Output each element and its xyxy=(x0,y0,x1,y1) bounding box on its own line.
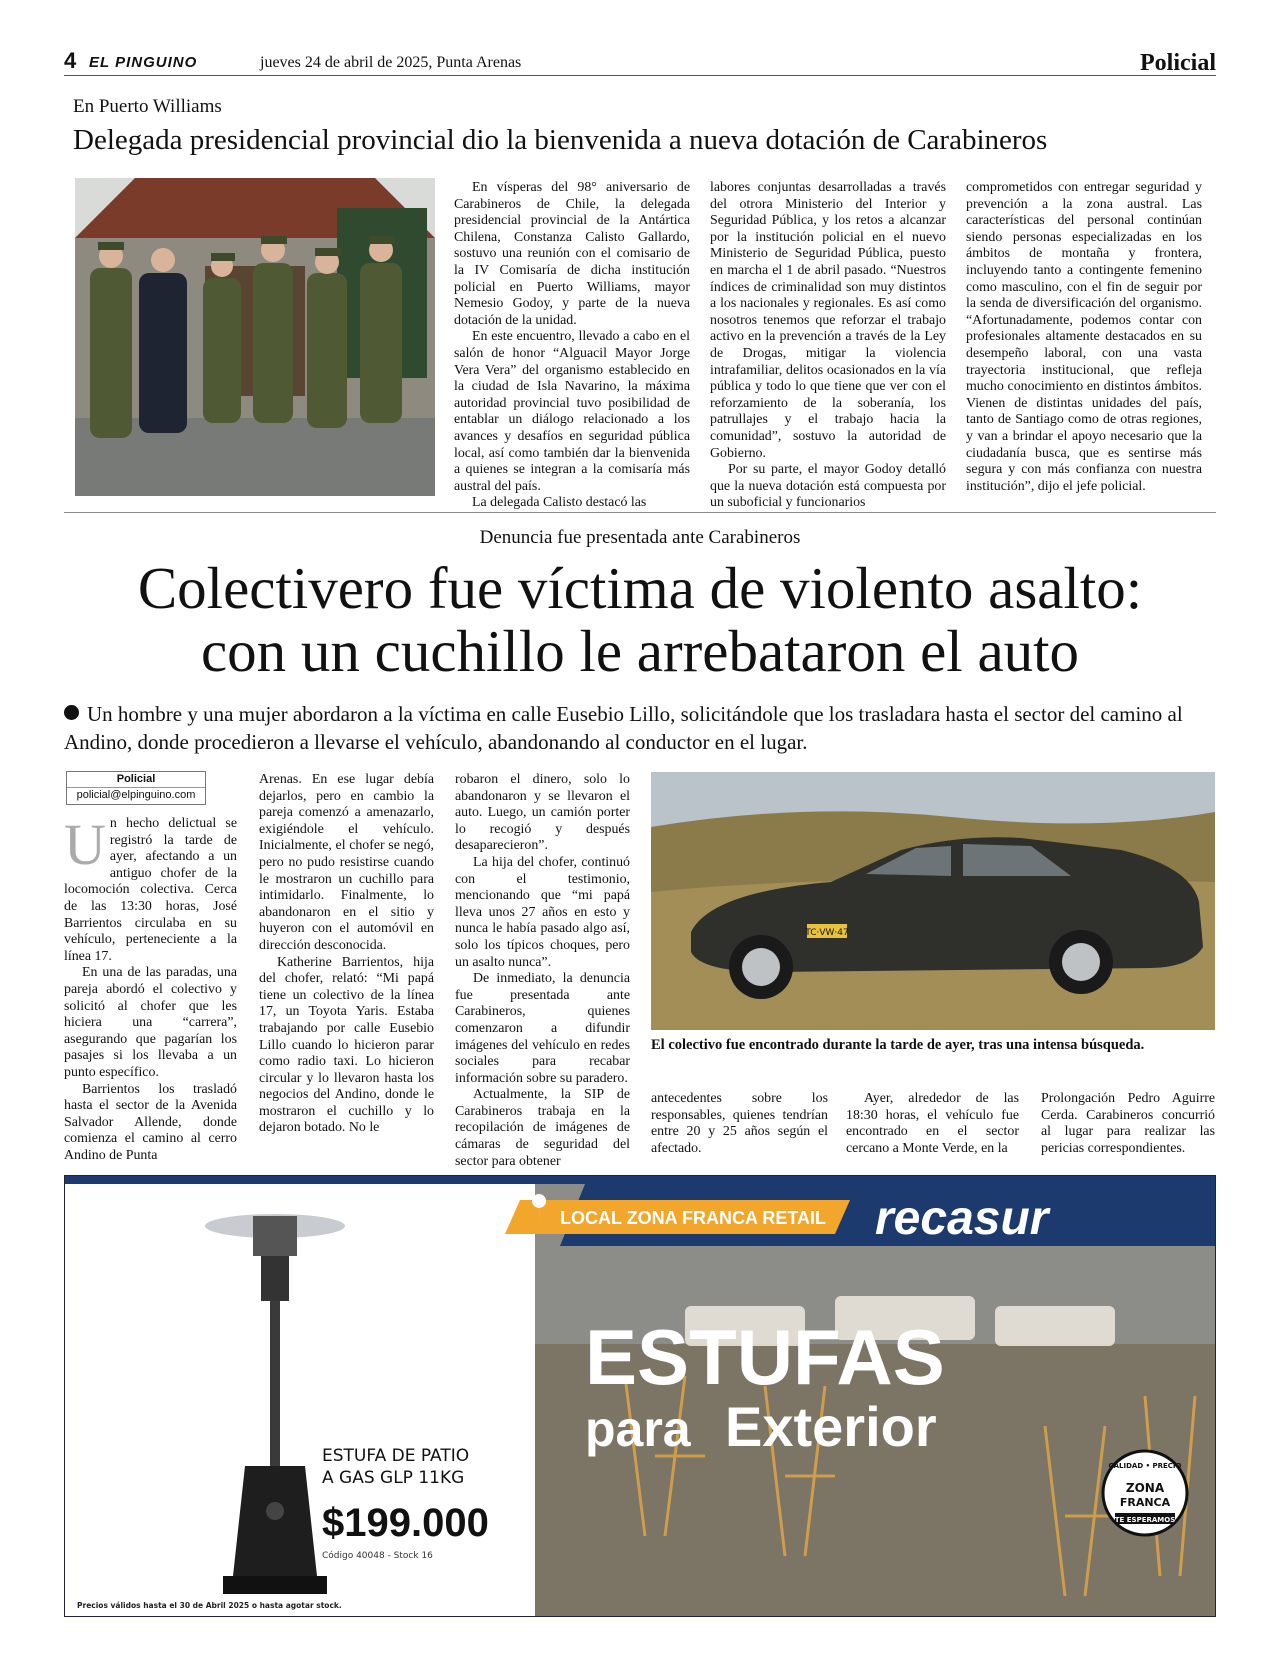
article2-column-3 xyxy=(455,772,630,1170)
paragraph: La hija del chofer, continuó con el testimonio, mencionando que “mi papá lleva unos 27 años en esto y nunca le había pasado algo así, solo los típicos choques, pero un asalto nunca”. xyxy=(455,854,630,970)
article1-headline: Delegada presidencial provincial dio la bienvenida a nueva dotación de Carabineros xyxy=(73,124,1048,156)
product-price: $199.000 xyxy=(322,1501,489,1545)
ad-title-para: para xyxy=(585,1401,691,1457)
plate-text: TC·VW·47 xyxy=(805,928,849,938)
paragraph: De inmediato, la denuncia fue presentada ante Carabineros, quienes comenzaron a difundir imágenes del vehículo en redes sociales para recabar información sobre su paradero. xyxy=(455,971,630,1086)
article2-column-1 xyxy=(64,812,237,1164)
ad-title-exterior: Exterior xyxy=(725,1395,937,1458)
product-name-line2: A GAS GLP 11KG xyxy=(322,1468,465,1488)
section-divider xyxy=(64,512,1216,513)
paragraph: Katherine Barrientos, hija del chofer, relató: “Mi papá tiene un colectivo de la línea 17, un Toyota Yaris. Estaba trabajando por calle Eusebio Lillo cuando lo hicieron parar como radio taxi. Lo hicieron circular y lo llevaron hasta los negocios del Andino, donde le mostraron el cuchillo y lo dejaron botado. No le xyxy=(259,954,434,1136)
page-header xyxy=(64,48,1216,76)
article1-column-1 xyxy=(454,180,690,512)
article2-kicker: Denuncia fue presentada ante Carabineros xyxy=(479,527,801,548)
paragraph: La delegada Calisto destacó las xyxy=(472,495,647,511)
product-name-line1: ESTUFA DE PATIO xyxy=(322,1446,470,1466)
paragraph: En este encuentro, llevado a cabo en el salón de honor “Alguacil Mayor Jorge Vera Vera” del organismo establecido en la ciudad de Isla Navarino, la máxima autoridad provincial tuvo posibilidad de entablar un diálogo relacionado a los avances y desafíos en seguridad pública local, así como también dar la bienvenida a quienes se integran a la comisaría más austral del país. xyxy=(454,329,690,494)
ad-title-estufas: ESTUFAS xyxy=(585,1313,945,1401)
paragraph: comprometidos con entregar seguridad y prevención a la zona austral. Las características del personal continúan siendo personas especializadas en los ámbitos de montaña y frontera, incluyendo tanto a contingente femenino como masculino, con el fin de seguir por la senda de diversificación del organismo. “Afortunadamente, podemos contar con profesionales altamente destacados en su desempeño laboral, con una vasta trayectoria institucional, que refleja mucho conocimiento en distintos ámbitos. Vienen de distintas unidades del país, tanto de Santiago como de otras regiones, y van a brindar el apoyo necesario que la ciudadanía busca, que es sentirse más segura y con más confianza con nuestra institución”, dijo el jefe policial. xyxy=(966,180,1202,494)
location-text: LOCAL ZONA FRANCA RETAIL xyxy=(560,1208,826,1228)
photo-caption: El colectivo fue encontrado durante la tarde de ayer, tras una intensa búsqueda. xyxy=(651,1037,1145,1053)
ad-disclaimer: Precios válidos hasta el 30 de Abril 2025 o hasta agotar stock. xyxy=(77,1601,342,1610)
article2-column-2 xyxy=(259,772,434,1137)
paragraph: labores conjuntas desarrolladas a través del otrora Ministerio del Interior y Seguridad Pública, y los retos a alcanzar por la institución policial en el nuevo Ministerio de Seguridad Pública, puesto en marcha el 1 de abril pasado. “Nuestros índices de criminalidad son muy distintos a los nacionales y regionales. Es así como nosotros tenemos que reforzar el trabajo activo en la prevención a través de la Ley de Drogas, mitigar la violencia intrafamiliar, delitos ocasionados en la vía pública y todo lo que tiene que ver con el reforzamiento de la soberanía, los patrullajes y el trabajo hacia la comunidad”, sostuvo la autoridad de Gobierno. xyxy=(710,180,946,461)
newspaper-logo: EL PINGUINO xyxy=(89,54,198,71)
headline-line: Colectivero fue víctima de violento asalto: xyxy=(137,555,1143,621)
paragraph: Ayer, alrededor de las 18:30 horas, el vehículo fue encontrado en el sector cercano a Monte Verde, en la xyxy=(846,1091,1019,1156)
paragraph: Prolongación Pedro Aguirre Cerda. Carabineros concurrió al lugar para realizar las pericias correspondientes. xyxy=(1041,1091,1215,1156)
paragraph: antecedentes sobre los responsables, quienes tendrían entre 20 y 25 años según el afectado. xyxy=(651,1091,828,1156)
zona-franca-seal xyxy=(1103,1451,1187,1535)
paragraph: En vísperas del 98° aniversario de Carabineros de Chile, la delegada presidencial provincial de la Antártica Chilena, Constanza Calisto Gallardo, sostuvo una reunión con el comisario de la IV Comisaría de dicha institución policial en Puerto Williams, mayor Nemesio Godoy, y parte de la nueva dotación de la unidad. xyxy=(454,180,690,328)
recasur-advertisement[interactable] xyxy=(64,1175,1216,1617)
product-code: Código 40048 - Stock 16 xyxy=(322,1551,433,1561)
article1-column-2 xyxy=(710,180,946,512)
byline-email[interactable]: policial@elpinguino.com xyxy=(76,789,196,801)
bullet-icon xyxy=(64,705,79,720)
seal-franca-text: FRANCA xyxy=(1119,1496,1171,1509)
paragraph: robaron el dinero, solo lo abandonaron y se llevaron el auto. Luego, un camión porter lo recogió y después desaparecieron”. xyxy=(455,772,630,854)
section-name: Policial xyxy=(1140,50,1216,76)
seal-top-text: CALIDAD • PRECIO xyxy=(1108,1462,1182,1470)
paragraph: Barrientos los trasladó hasta el sector de la Avenida Salvador Allende, donde comienza el camino al cerro Andino de Punta xyxy=(64,1081,237,1163)
seal-zona-text: ZONA xyxy=(1125,1481,1165,1495)
drop-cap: U xyxy=(64,812,106,877)
paragraph: Arenas. En ese lugar debía dejarlos, pero en cambio la pareja comenzó a amenazarlo, exigiéndole el vehículo. Inicialmente, el chofer se negó, pero no pudo resistirse cuando le mostraron un cuchillo para intimidarlo. Finalmente, lo abandonaron en el sitio y huyeron con el automóvil en dirección desconocida. xyxy=(259,772,434,953)
article1-kicker: En Puerto Williams xyxy=(73,96,222,117)
headline-line: con un cuchillo le arrebataron el auto xyxy=(200,618,1080,684)
article2-column-4 xyxy=(651,1091,828,1157)
page-number: 4 xyxy=(64,48,77,73)
article2-lead xyxy=(64,700,1216,756)
dateline: jueves 24 de abril de 2025, Punta Arenas xyxy=(260,54,522,71)
brand-logo: recasur xyxy=(875,1192,1049,1245)
byline-section: Policial xyxy=(67,772,205,788)
recovered-car-photo xyxy=(651,772,1215,1030)
paragraph: En una de las paradas, una pareja abordó el colectivo y solicitó al chofer que les hiciera una “carrera”, asegurando que pagarían los pasajes si los llevaba a un punto específico. xyxy=(64,965,237,1080)
carabineros-group-photo xyxy=(75,178,435,496)
byline-box xyxy=(66,771,206,805)
article2-column-5 xyxy=(846,1091,1019,1157)
paragraph: n hecho delictual se registró la tarde de ayer, afectando a un antiguo chofer de la locomoción colectiva. Cerca de las 13:30 horas, José Barrientos circulaba en su vehículo, perteneciente a la línea 17. xyxy=(64,816,237,964)
paragraph: Por su parte, el mayor Godoy detalló que la nueva dotación está compuesta por un suboficial y funcionarios xyxy=(710,462,946,511)
article2-column-6 xyxy=(1041,1091,1215,1157)
article2-headline xyxy=(0,557,1280,683)
seal-bottom-text: TE ESPERAMOS xyxy=(1114,1516,1176,1524)
article1-column-3 xyxy=(966,180,1202,495)
lead-text: Un hombre y una mujer abordaron a la víctima en calle Eusebio Lillo, solicitándole que los trasladara hasta el sector del camino al Andino, donde procedieron a llevarse el vehículo, abandonando al conductor en el lugar. xyxy=(64,702,1183,754)
paragraph: Actualmente, la SIP de Carabineros trabaja en la recopilación de imágenes de cámaras de seguridad del sector para obtener xyxy=(455,1087,630,1169)
